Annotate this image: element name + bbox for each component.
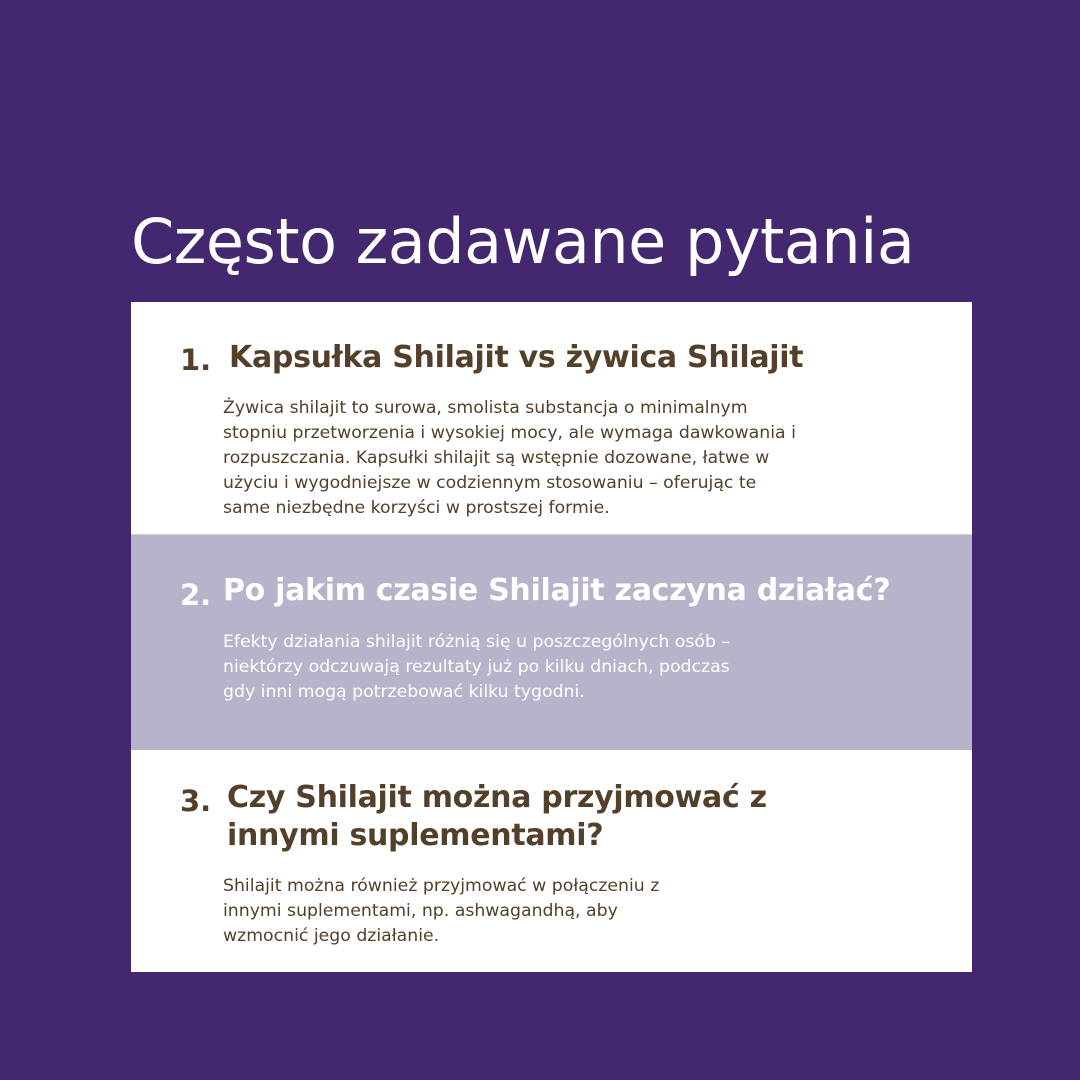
answer-line: Efekty działania shilajit różnią się u poszczególnych osób – (223, 632, 731, 652)
page-title: Często zadawane pytania (131, 205, 915, 278)
question-line: Czy Shilajit można przyjmować z (227, 780, 767, 815)
question-number: 1. (180, 343, 212, 377)
answer-line: wzmocnić jego działanie. (223, 926, 440, 946)
answer-line: stopniu przetworzenia i wysokiej mocy, ale wymaga dawkowania i (223, 423, 796, 443)
answer-line: rozpuszczania. Kapsułki shilajit są wstępnie dozowane, łatwe w (223, 448, 770, 468)
faq-card (131, 302, 972, 972)
answer-text (223, 874, 659, 949)
question-title: Po jakim czasie Shilajit zaczyna działać? (223, 573, 891, 608)
question-number: 3. (180, 784, 212, 818)
answer-line: Żywica shilajit to surowa, smolista substancja o minimalnym (223, 398, 748, 418)
faq-item-3 (131, 750, 972, 972)
answer-line: Shilajit można również przyjmować w połączeniu z (223, 876, 660, 896)
answer-line: użyciu i wygodniejsze w codziennym stosowaniu – oferując te (223, 473, 757, 493)
answer-line: niektórzy odczuwają rezultaty już po kilku dniach, podczas (223, 657, 730, 677)
question-title: Kapsułka Shilajit vs żywica Shilajit (229, 340, 804, 375)
answer-line: innymi suplementami, np. ashwagandhą, aby (223, 901, 618, 921)
answer-text (223, 630, 730, 705)
answer-line: same niezbędne korzyści w prostszej formie. (223, 498, 610, 518)
answer-line: gdy inni mogą potrzebować kilku tygodni. (223, 682, 585, 702)
answer-text (223, 396, 796, 521)
faq-item-2 (131, 535, 972, 750)
faq-item-1 (131, 302, 972, 535)
question-line: innymi suplementami? (227, 818, 604, 853)
question-number: 2. (180, 578, 212, 612)
question-title (227, 779, 767, 855)
